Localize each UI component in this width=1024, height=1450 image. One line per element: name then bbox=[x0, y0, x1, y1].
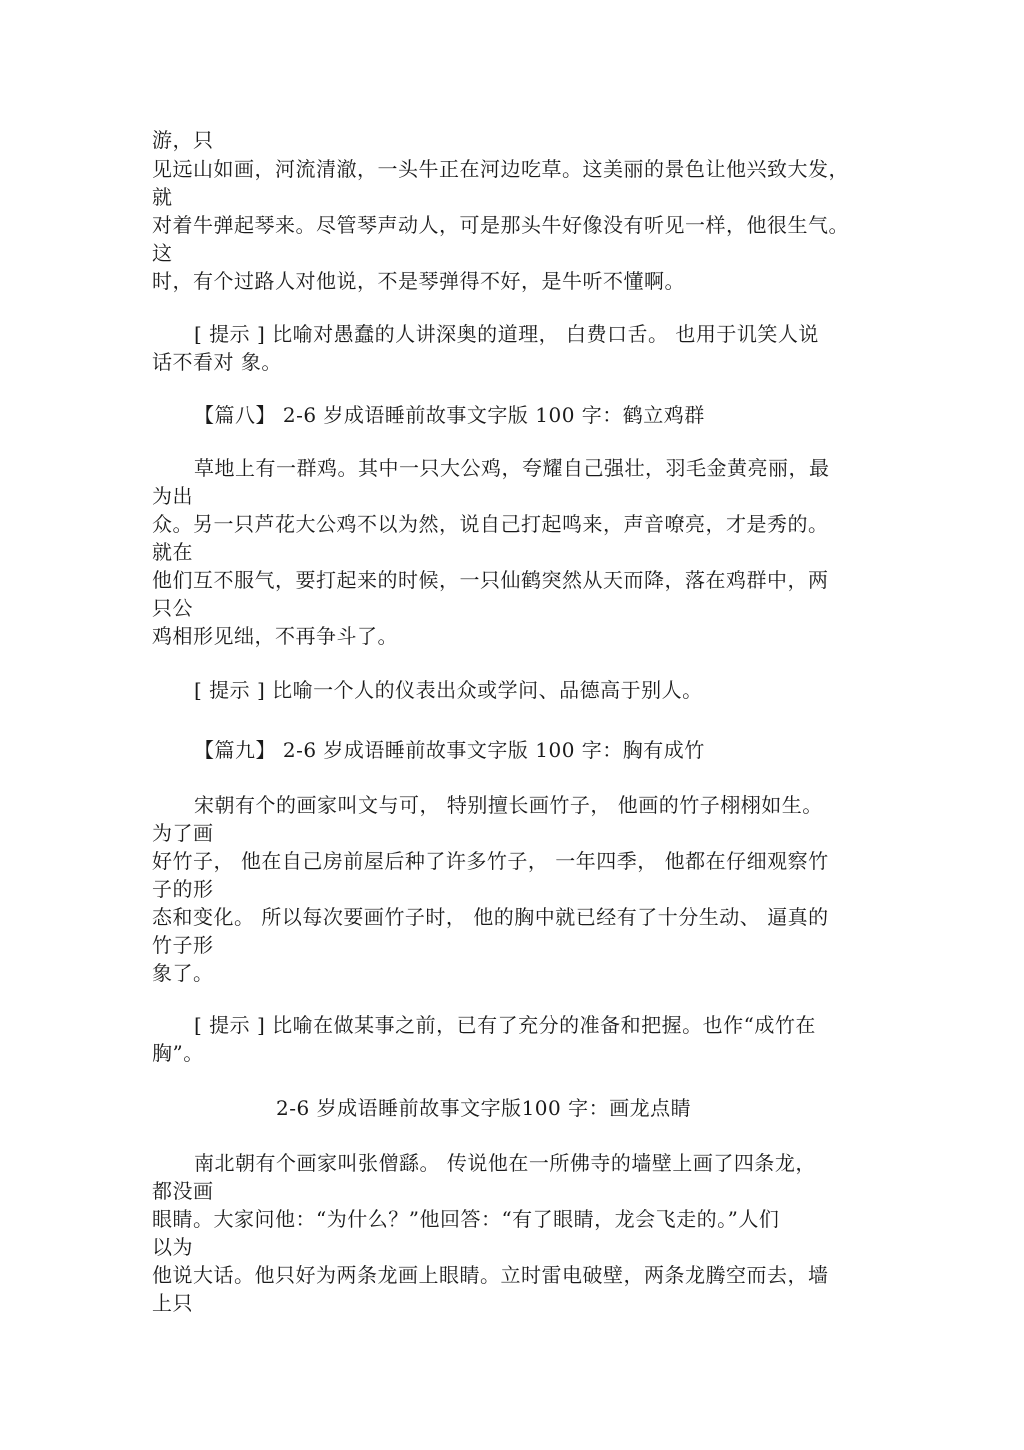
story9-line-7: 象了。 bbox=[152, 961, 214, 985]
story7-tip-line-2: 话不看对 象。 bbox=[152, 350, 282, 374]
story10-line-1: 南北朝有个画家叫张僧繇。 传说他在一所佛寺的墙壁上画了四条龙， bbox=[194, 1151, 816, 1175]
story10-line-6: 上只 bbox=[152, 1291, 193, 1315]
story10-line-3: 眼睛。大家问他：“为什么？”他回答：“有了眼睛，龙会飞走的。”人们 bbox=[152, 1207, 780, 1231]
story8-line-3: 众。另一只芦花大公鸡不以为然，说自己打起鸣来，声音嘹亮，才是秀的。 bbox=[152, 512, 829, 536]
story9-tip-line-1: [ 提示 ] 比喻在做某事之前，已有了充分的准备和把握。也作“成竹在 bbox=[194, 1013, 816, 1037]
story10-line-4: 以为 bbox=[152, 1235, 193, 1259]
story8-tip: [ 提示 ] 比喻一个人的仪表出众或学问、品德高于别人。 bbox=[194, 678, 703, 702]
story8-line-2: 为出 bbox=[152, 484, 193, 508]
story8-line-1: 草地上有一群鸡。其中一只大公鸡，夸耀自己强壮，羽毛金黄亮丽，最 bbox=[194, 456, 830, 480]
story7-line-4: 对着牛弹起琴来。尽管琴声动人，可是那头牛好像没有听见一样，他很生气。 bbox=[152, 213, 849, 237]
story7-line-2: 见远山如画，河流清澈，一头牛正在河边吃草。这美丽的景色让他兴致大发， bbox=[152, 157, 849, 181]
story8-line-4: 就在 bbox=[152, 540, 193, 564]
story7-line-6: 时，有个过路人对他说，不是琴弹得不好，是牛听不懂啊。 bbox=[152, 269, 685, 293]
story9-line-3: 好竹子， 他在自己房前屋后种了许多竹子， 一年四季， 他都在仔细观察竹 bbox=[152, 849, 829, 873]
story7-line-3: 就 bbox=[152, 185, 173, 209]
story7-line-5: 这 bbox=[152, 241, 173, 265]
story10-heading: 2-6 岁成语睡前故事文字版100 字：画龙点睛 bbox=[276, 1096, 692, 1120]
story8-line-6: 只公 bbox=[152, 596, 193, 620]
story9-line-5: 态和变化。 所以每次要画竹子时， 他的胸中就已经有了十分生动、 逼真的 bbox=[152, 905, 829, 929]
story8-line-5: 他们互不服气，要打起来的时候，一只仙鹤突然从天而降，落在鸡群中，两 bbox=[152, 568, 829, 592]
story9-line-2: 为了画 bbox=[152, 821, 214, 845]
story9-line-1: 宋朝有个的画家叫文与可， 特别擅长画竹子， 他画的竹子栩栩如生。 bbox=[194, 793, 823, 817]
story10-line-5: 他说大话。他只好为两条龙画上眼睛。立时雷电破壁，两条龙腾空而去，墙 bbox=[152, 1263, 829, 1287]
story7-line-1: 游，只 bbox=[152, 128, 214, 152]
story10-line-2: 都没画 bbox=[152, 1179, 214, 1203]
story8-line-7: 鸡相形见绌，不再争斗了。 bbox=[152, 624, 398, 648]
story8-heading: 【篇八】 2-6 岁成语睡前故事文字版 100 字：鹤立鸡群 bbox=[194, 403, 705, 427]
story9-heading: 【篇九】 2-6 岁成语睡前故事文字版 100 字：胸有成竹 bbox=[194, 738, 705, 762]
story7-tip-line-1: [ 提示 ] 比喻对愚蠢的人讲深奥的道理， 白费口舌。 也用于讥笑人说 bbox=[194, 322, 819, 346]
story9-line-6: 竹子形 bbox=[152, 933, 214, 957]
story9-tip-line-2: 胸”。 bbox=[152, 1041, 204, 1065]
story9-line-4: 子的形 bbox=[152, 877, 214, 901]
